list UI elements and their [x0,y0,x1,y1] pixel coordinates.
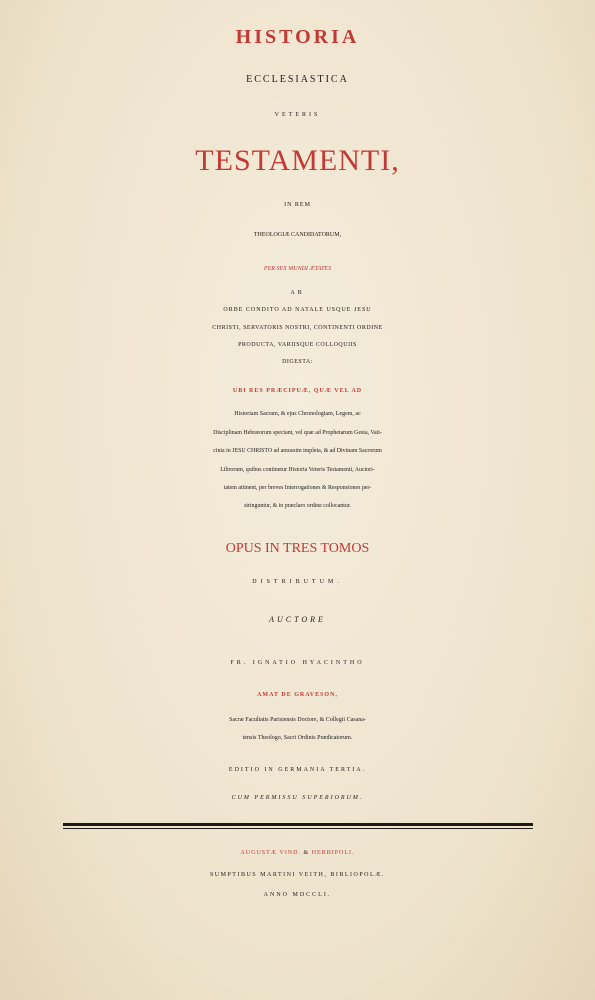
description-line-5: tatem attinent, per breves Interrogationes & Responsiones per- [223,484,372,491]
subtitle-christi: CHRISTI, SERVATORIS NOSTRI, CONTINENTI ORDINE [212,325,383,331]
description-line-1: Historiam Sacram, & ejus Chronologiam, Legem, ac [234,411,361,417]
opus-distributum: DISTRIBUTUM. [252,579,343,586]
title-historia: HISTORIA [235,26,360,48]
imprint-places [0,841,595,865]
permission-statement: CUM PERMISSU SUPERIORUM. [231,795,364,802]
author-credentials-1: Sacræ Facultatis Parisiensis Doctore, & Collegii Casana- [229,717,366,724]
description-heading: UBI RES PRÆCIPUÆ, QUÆ VEL AD [232,388,363,394]
subtitle-digesta: DIGESTA: [282,359,313,365]
imprint-ampersand: & [303,850,310,857]
imprint-year: ANNO MDCCLI. [263,892,332,899]
author-surname: AMAT DE GRAVESON, [257,692,338,699]
author-given-names: FR. IGNATIO HYACINTHO [230,660,365,667]
imprint-place-augsburg: AUGUSTÆ VIND. [240,850,302,857]
subtitle-orbe-condito: ORBE CONDITO AD NATALE USQUE JESU [223,307,372,313]
subtitle-producta: PRODUCTA, VARIISQUE COLLOQUIIS [238,342,357,348]
opus-heading: OPUS IN TRES TOMOS [225,541,370,557]
subtitle-per-sex: PER SEX MUNDI ÆTATES [263,266,332,272]
subtitle-ab: AB [290,290,305,296]
imprint-printer: SUMPTIBUS MARTINI VEITH, BIBLIOPOLÆ. [209,872,386,879]
title-testamenti: TESTAMENTI, [195,144,400,177]
description-line-2: Disciplinam Hebræorum spectant, vel quæ ad Prophetarum Gesta, Vati- [213,430,382,437]
description-line-4: Librorum, quibus continetur Historia Veteris Testamenti, Auctori- [220,466,375,473]
subtitle-theologiae: THEOLOGIÆ CANDIDATORUM, [253,232,342,238]
auctore-heading: AUCTORE [269,615,326,625]
description-line-3: cinia in JESU CHRISTO ad amussim impleta, & ad Divinam Sacrorum [213,448,382,455]
author-credentials-2: tensis Theologo, Sacri Ordinis Prædicatorum. [242,735,353,742]
title-ecclesiastica: ECCLESIASTICA [246,74,349,85]
imprint-place-wurzburg: HERBIPOLI. [311,850,355,857]
edition-statement: EDITIO IN GERMANIA TERTIA. [228,767,367,774]
description-line-6: stringuntur, & in præclaro ordine collocantur. [244,503,351,510]
imprint-rule [63,823,533,829]
title-veteris: VETERIS [274,112,321,118]
subtitle-in-rem: IN REM [284,202,311,208]
